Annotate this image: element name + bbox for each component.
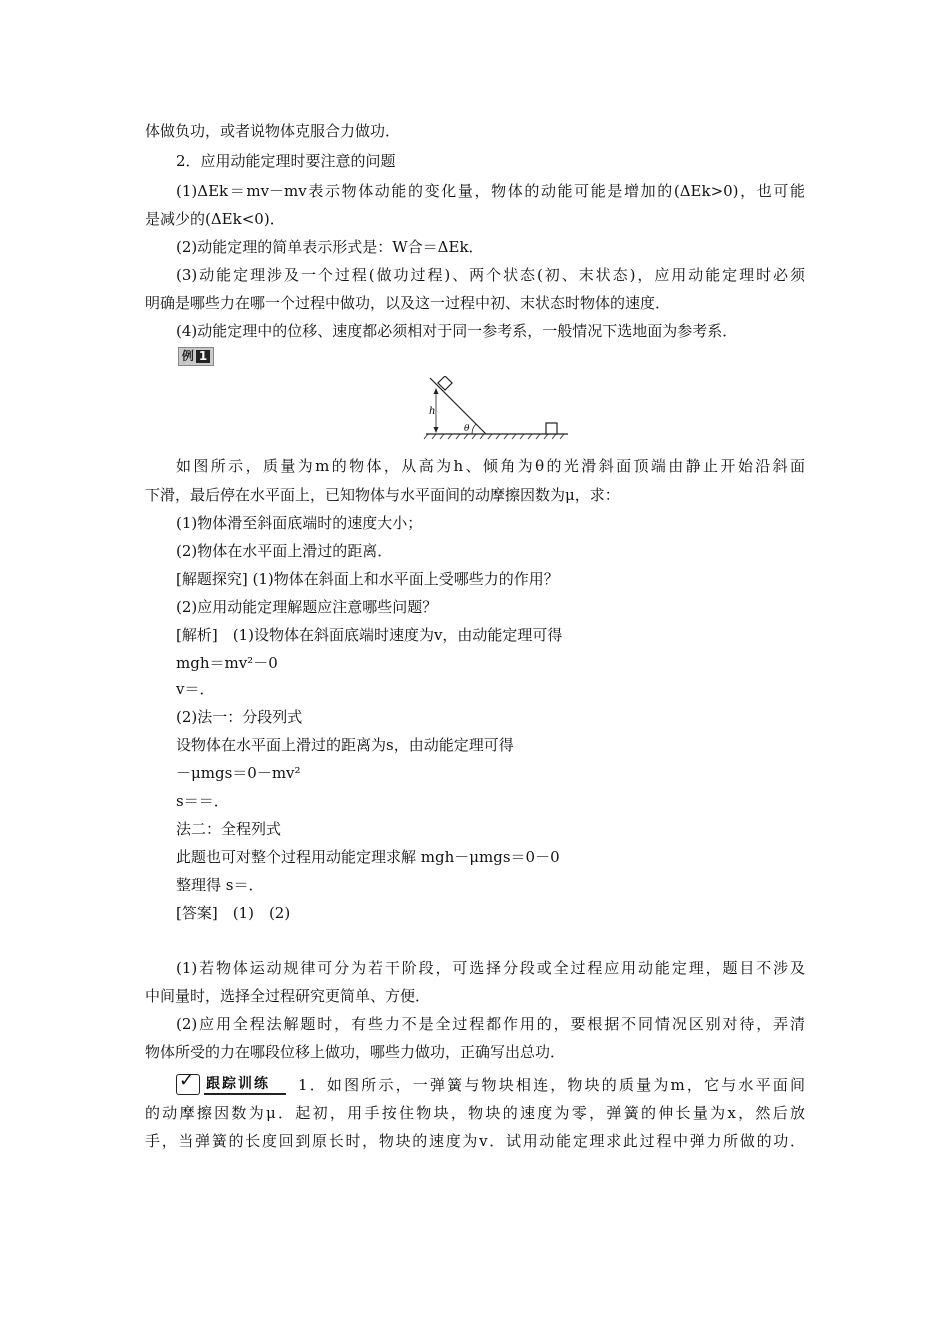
section-heading: 2．应用动能定理时要注意的问题: [176, 152, 396, 170]
text-line: 中间量时，选择全过程研究更简单、方便．: [145, 987, 431, 1005]
equation: v＝．: [176, 680, 215, 698]
example-number: 1: [196, 350, 210, 363]
text-line: (4)动能定理中的位移、速度都必须相对于同一参考系，一般情况下选地面为参考系．: [176, 322, 738, 340]
equation: s＝＝．: [176, 792, 229, 810]
text-line: (2)物体在水平面上滑过的距离．: [176, 542, 393, 560]
text-line: (2)动能定理的简单表示形式是：W合＝ΔEk．: [176, 238, 484, 256]
tracking-practice-label: [176, 1070, 288, 1095]
text-line: 此题也可对整个过程用动能定理求解 mgh－μmgs＝0－0: [176, 848, 560, 866]
text-line: (2)法一：分段列式: [176, 708, 303, 726]
text-line: [解题探究] (1)物体在斜面上和水平面上受哪些力的作用？: [176, 570, 559, 588]
text-line: 明确是哪些力在哪一个过程中做功，以及这一过程中初、末状态时物体的速度．: [145, 294, 671, 312]
example-label: 例: [181, 349, 194, 363]
text-line: [解析] (1)设物体在斜面底端时速度为v，由动能定理可得: [176, 626, 563, 644]
text-line: (2)应用动能定理解题应注意哪些问题？: [176, 598, 438, 616]
block-on-ground: [546, 423, 557, 434]
text-line: 如图所示，质量为m的物体，从高为h、倾角为θ的光滑斜面顶端由静止开始沿斜面: [176, 457, 805, 475]
text-line: 手，当弹簧的长度回到原长时，物块的速度为v．试用动能定理求此过程中弹力所做的功．: [145, 1132, 805, 1150]
text-line: 是减少的(ΔEk<0)．: [145, 210, 285, 228]
equation: mgh＝mv²－0: [176, 654, 278, 672]
text-line: 整理得 s＝．: [176, 876, 264, 894]
angle-arc: [472, 424, 476, 434]
tracking-label: 跟踪训练: [206, 1076, 270, 1092]
text-line: (3)动能定理涉及一个过程(做功过程)、两个状态(初、末状态)，应用动能定理时必须: [176, 266, 805, 284]
text-line: 下滑，最后停在水平面上，已知物体与水平面间的动摩擦因数为μ，求：: [145, 486, 620, 504]
incline-line: [430, 378, 486, 434]
ground-hatching: [424, 434, 564, 439]
text-line: 体做负功，或者说物体克服合力做功．: [145, 122, 401, 140]
text-line: 1．如图所示，一弹簧与物块相连，物块的质量为m，它与水平面间: [298, 1076, 805, 1094]
equation: －μmgs＝0－mv²: [176, 764, 301, 782]
angle-label: θ: [464, 424, 470, 434]
example-badge: [178, 347, 214, 366]
text-line: (2)应用全程法解题时，有些力不是全过程都作用的，要根据不同情况区别对待，弄清: [176, 1015, 805, 1033]
text-line: (1)若物体运动规律可分为若干阶段，可选择分段或全过程应用动能定理，题目不涉及: [176, 959, 805, 977]
height-label: h: [429, 406, 436, 417]
text-line: 的动摩擦因数为μ．起初，用手按住物块，物块的速度为零，弹簧的伸长量为x，然后放: [145, 1104, 805, 1122]
answer-line: [答案] (1) (2): [176, 904, 291, 922]
text-line: (1)ΔEk＝mv－mv表示物体动能的变化量，物体的动能可能是增加的(ΔEk>0)，也可能: [176, 182, 805, 200]
text-line: 法二：全程列式: [176, 820, 282, 838]
text-line: 物体所受的力在哪段位移上做功，哪些力做功，正确写出总功．: [145, 1043, 566, 1061]
check-icon: ✓: [179, 1070, 195, 1091]
text-line: 设物体在水平面上滑过的距离为s，由动能定理可得: [176, 736, 514, 754]
text-line: (1)物体滑至斜面底端时的速度大小；: [176, 514, 423, 532]
incline-figure: [420, 376, 572, 442]
